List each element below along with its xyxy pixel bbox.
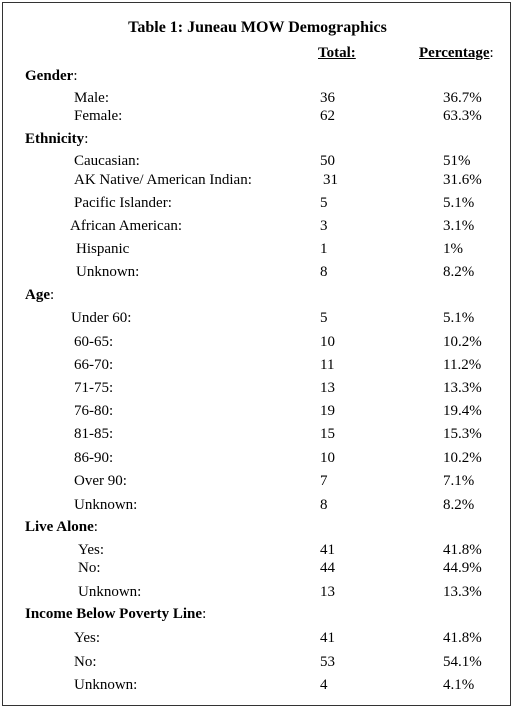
row-total: 7: [320, 473, 328, 489]
row-label: Unknown:: [74, 497, 138, 513]
table-title: Table 1: Juneau MOW Demographics: [128, 19, 387, 36]
row-total: 13: [320, 380, 335, 396]
row-percentage: 63.3%: [443, 108, 482, 124]
row-percentage: 10.2%: [443, 334, 482, 350]
section-title: Age: [25, 287, 50, 303]
row-total: 50: [320, 153, 335, 169]
row-percentage: 13.3%: [443, 380, 482, 396]
row-label: Hispanic: [76, 241, 130, 257]
row-total: 1: [320, 241, 328, 257]
row-total: 4: [320, 677, 328, 693]
row-total: 19: [320, 403, 335, 419]
row-total: 36: [320, 90, 335, 106]
row-percentage: 15.3%: [443, 426, 482, 442]
row-percentage: 44.9%: [443, 560, 482, 576]
row-total: 10: [320, 334, 335, 350]
row-label: Pacific Islander:: [74, 195, 172, 211]
row-total: 13: [320, 584, 335, 600]
row-label: Over 90:: [74, 473, 127, 489]
header-percentage-suffix: :: [489, 45, 494, 61]
row-percentage: 7.1%: [443, 473, 475, 489]
row-label: Under 60:: [71, 310, 132, 326]
row-label: Male:: [74, 90, 109, 106]
row-total: 62: [320, 108, 335, 124]
section-suffix: :: [73, 68, 78, 84]
row-percentage: 5.1%: [443, 310, 475, 326]
row-percentage: 11.2%: [443, 357, 482, 373]
row-percentage: 19.4%: [443, 403, 482, 419]
row-total: 41: [320, 630, 335, 646]
row-total: 53: [320, 654, 335, 670]
row-percentage: 8.2%: [443, 497, 475, 513]
row-percentage: 3.1%: [443, 218, 475, 234]
row-label: No:: [78, 560, 101, 576]
row-percentage: 41.8%: [443, 542, 482, 558]
section-title: Live Alone: [25, 519, 94, 535]
row-total: 3: [320, 218, 328, 234]
row-percentage: 1%: [443, 241, 463, 257]
row-label: 76-80:: [74, 403, 114, 419]
section-live-alone: [25, 518, 98, 536]
row-percentage: 4.1%: [443, 677, 475, 693]
row-label: African American:: [70, 218, 183, 234]
row-label: Unknown:: [78, 584, 142, 600]
row-total: 31: [323, 172, 338, 188]
section-ethnicity: [25, 130, 88, 148]
row-percentage: 8.2%: [443, 264, 475, 280]
row-total: 8: [320, 497, 328, 513]
section-suffix: :: [202, 606, 207, 622]
row-label: Unknown:: [74, 677, 138, 693]
row-total: 5: [320, 310, 328, 326]
row-percentage: 31.6%: [443, 172, 482, 188]
row-percentage: 13.3%: [443, 584, 482, 600]
section-suffix: :: [93, 519, 98, 535]
row-label: Unknown:: [76, 264, 140, 280]
row-percentage: 10.2%: [443, 450, 482, 466]
row-label: 71-75:: [74, 380, 114, 396]
row-label: 66-70:: [74, 357, 114, 373]
row-percentage: 51%: [443, 153, 471, 169]
row-label: 60-65:: [74, 334, 114, 350]
row-label: 81-85:: [74, 426, 114, 442]
section-suffix: :: [50, 287, 55, 303]
row-percentage: 5.1%: [443, 195, 475, 211]
row-label: Female:: [74, 108, 123, 124]
row-total: 44: [320, 560, 335, 576]
row-label: Yes:: [74, 630, 100, 646]
row-percentage: 41.8%: [443, 630, 482, 646]
row-label: Yes:: [78, 542, 104, 558]
section-gender: [25, 67, 78, 85]
row-label: Caucasian:: [74, 153, 140, 169]
row-percentage: 54.1%: [443, 654, 482, 670]
row-total: 8: [320, 264, 328, 280]
section-income-below-poverty-line: [25, 605, 206, 623]
row-label: 86-90:: [74, 450, 114, 466]
header-total: Total:: [318, 45, 356, 61]
row-percentage: 36.7%: [443, 90, 482, 106]
row-label: No:: [74, 654, 97, 670]
row-total: 41: [320, 542, 335, 558]
section-age: [25, 286, 54, 304]
header-percentage: [419, 44, 494, 62]
table-frame: [2, 2, 511, 706]
section-title: Ethnicity: [25, 131, 85, 147]
section-title: Gender: [25, 68, 74, 84]
section-suffix: :: [84, 131, 89, 147]
row-label: AK Native/ American Indian:: [74, 172, 252, 188]
row-total: 5: [320, 195, 328, 211]
header-percentage-label: Percentage: [419, 45, 490, 61]
row-total: 11: [320, 357, 335, 373]
row-total: 15: [320, 426, 335, 442]
section-title: Income Below Poverty Line: [25, 606, 203, 622]
row-total: 10: [320, 450, 335, 466]
